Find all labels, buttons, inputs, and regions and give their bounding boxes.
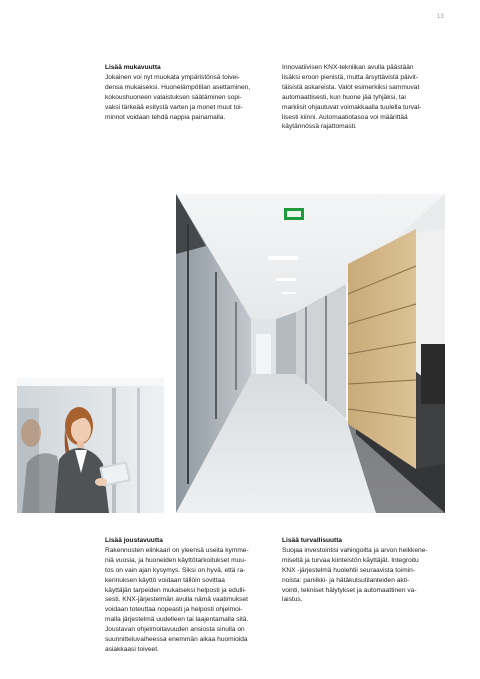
section-body: Jokainen voi nyt muokata ympäristönsä toivei- densa mukaiseksi. Huonelämpötilan asettaminen, kokoushuoneen valaistuksen säätäminen sopi- vaksi tärkeää esitystä varten ja monet muut toi- minnot voidaan tehdä nappia painamalla. [105, 73, 251, 121]
section-heading: Lisää turvallisuutta [282, 537, 343, 544]
section-heading: Lisää joustavuutta [105, 537, 163, 544]
woman-with-tablet-photo [17, 378, 164, 513]
section-body: Innovatiivisen KNX-tekniikan avulla päästään lisäksi eroon pienistä, mutta ärsyttävistä päivit- täisistä askareista. Valot esimerkiksi sammuvat automaattisesti, kun huone jää tyhjäksi, tai markiisit ohjautuvat voimakkaalla tuulella turval- lisesti kiinni. Automaatiotasoa voi määrittää käytännössä rajattomasti. [282, 64, 422, 131]
office-corridor-photo [176, 194, 445, 513]
section-body: Rakennusten elinkaari on yleensä useita kymme- niä vuosia, ja huoneiden käyttötarkoitukset muu- tos on vain ajan kysymys. Siksi on hyvä, että ra- kennuksen käyttö voidaan tällöin sovittaa käyttäjän tarpeiden mukaiseksi helposti ja edulli- sesti. KNX-järjestelmän avulla nämä vaatimukset voidaan toteuttaa nopeasti ja helposti ohjelmoi- malla järjestelmä uudelleen tai laajentamalla sitä. Joustavan ohjelmoitavuuden ansiosta sinulla on suunnitteluvaiheessa enemmän aikaa huomioida asiakkaasi toiveet. [105, 546, 249, 653]
section-flexibility [105, 536, 265, 655]
section-heading: Lisää mukavuutta [105, 64, 161, 71]
section-security [282, 536, 442, 605]
page-number: 13 [437, 14, 444, 20]
section-automation [282, 63, 442, 132]
section-comfort [105, 63, 265, 122]
section-body: Suojaa investointisi vahingoilta ja arvon heikkene- miseltä ja turvaa kiinteistön käyttäjät. Integroitu KNX -järjestelmä huolehtii seuraavista toimin- noista: paniikki- ja hätäkutsutilanteiden akti- vointi, tekniset hälytykset ja automaattinen va- laistus. [282, 546, 428, 604]
